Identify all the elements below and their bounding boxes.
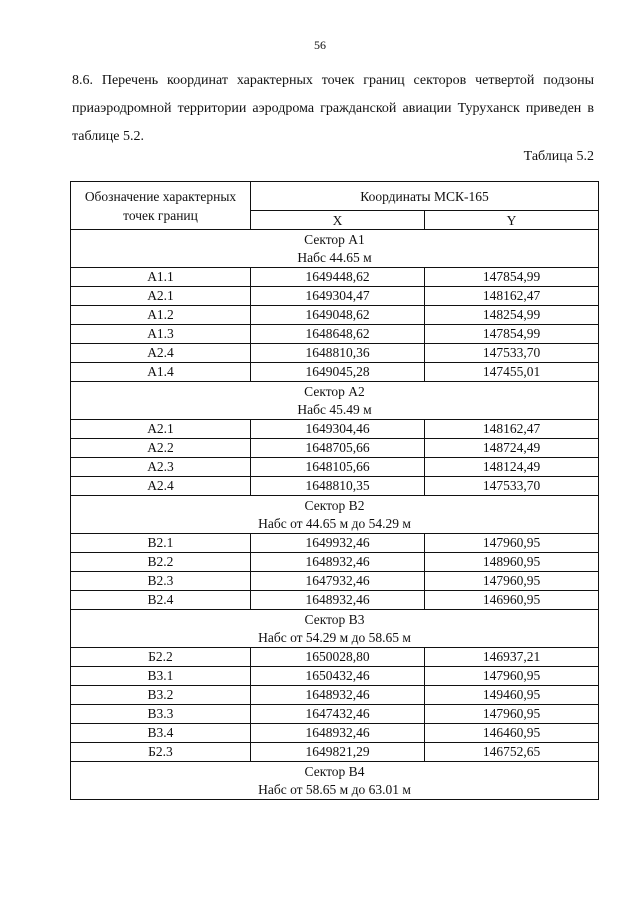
coord-x: 1648648,62 (251, 325, 425, 344)
table-header-row (71, 182, 599, 211)
table-caption: Таблица 5.2 (523, 149, 594, 164)
sector-height: Набс 45.49 м (297, 401, 372, 417)
point-id: В2.1 (71, 534, 251, 553)
coord-y: 148724,49 (425, 439, 599, 458)
table-row (71, 268, 599, 287)
coord-y: 147533,70 (425, 477, 599, 496)
coord-x: 1648932,46 (251, 553, 425, 572)
coord-x: 1648932,46 (251, 686, 425, 705)
point-id: В3.1 (71, 667, 251, 686)
coord-x: 1649448,62 (251, 268, 425, 287)
table-row (71, 648, 599, 667)
coord-x: 1648705,66 (251, 439, 425, 458)
sector-heading (71, 382, 599, 420)
coord-x: 1650028,80 (251, 648, 425, 667)
point-id: А1.3 (71, 325, 251, 344)
header-coordinates: Координаты МСК-165 (251, 182, 599, 211)
table-row (71, 420, 599, 439)
sector-row (71, 610, 599, 648)
sector-name: Сектор В2 (304, 497, 365, 513)
table-row (71, 667, 599, 686)
coord-y: 148162,47 (425, 420, 599, 439)
sector-heading (71, 762, 599, 800)
coord-x: 1649304,46 (251, 420, 425, 439)
coord-y: 148162,47 (425, 287, 599, 306)
point-id: А1.2 (71, 306, 251, 325)
header-x: X (251, 211, 425, 230)
table-row (71, 363, 599, 382)
coord-x: 1649045,28 (251, 363, 425, 382)
coord-y: 147960,95 (425, 572, 599, 591)
point-id: В3.2 (71, 686, 251, 705)
header-designation: Обозначение характерных точек границ (71, 182, 251, 230)
coord-y: 148124,49 (425, 458, 599, 477)
coord-x: 1649821,29 (251, 743, 425, 762)
point-id: Б2.2 (71, 648, 251, 667)
coord-y: 146960,95 (425, 591, 599, 610)
coord-x: 1648810,35 (251, 477, 425, 496)
sector-name: Сектор А1 (304, 231, 365, 247)
coord-y: 146937,21 (425, 648, 599, 667)
coord-y: 147854,99 (425, 325, 599, 344)
sector-heading (71, 496, 599, 534)
table-row (71, 439, 599, 458)
point-id: Б2.3 (71, 743, 251, 762)
coord-y: 147854,99 (425, 268, 599, 287)
table-row (71, 553, 599, 572)
coord-x: 1649048,62 (251, 306, 425, 325)
coord-y: 147960,95 (425, 534, 599, 553)
table-row (71, 534, 599, 553)
coord-y: 146460,95 (425, 724, 599, 743)
point-id: А1.4 (71, 363, 251, 382)
table-row (71, 591, 599, 610)
table-row (71, 306, 599, 325)
header-y: Y (425, 211, 599, 230)
sector-row (71, 230, 599, 268)
point-id: В3.4 (71, 724, 251, 743)
table-row (71, 458, 599, 477)
table-row (71, 724, 599, 743)
coord-y: 146752,65 (425, 743, 599, 762)
coord-y: 148254,99 (425, 306, 599, 325)
coord-x: 1649304,47 (251, 287, 425, 306)
point-id: В2.2 (71, 553, 251, 572)
sector-row (71, 382, 599, 420)
sector-height: Набс от 44.65 м до 54.29 м (258, 515, 411, 531)
point-id: В2.3 (71, 572, 251, 591)
table-row (71, 477, 599, 496)
point-id: А1.1 (71, 268, 251, 287)
sector-heading (71, 230, 599, 268)
sector-height: Набс от 54.29 м до 58.65 м (258, 629, 411, 645)
point-id: А2.2 (71, 439, 251, 458)
point-id: В2.4 (71, 591, 251, 610)
coord-x: 1648105,66 (251, 458, 425, 477)
point-id: А2.3 (71, 458, 251, 477)
coord-x: 1648932,46 (251, 724, 425, 743)
intro-paragraph: 8.6. Перечень координат характерных точек границ секторов четвертой подзоны приаэродромной территории аэродрома гражданской авиации Туруханск приведен в таблице 5.2. (72, 73, 594, 144)
coord-y: 149460,95 (425, 686, 599, 705)
sector-heading (71, 610, 599, 648)
point-id: А2.1 (71, 287, 251, 306)
table-row (71, 325, 599, 344)
coordinates-table (70, 181, 599, 800)
table-row (71, 344, 599, 363)
sector-name: Сектор А2 (304, 383, 365, 399)
point-id: А2.4 (71, 477, 251, 496)
coord-x: 1648810,36 (251, 344, 425, 363)
coord-y: 148960,95 (425, 553, 599, 572)
coord-y: 147455,01 (425, 363, 599, 382)
coord-x: 1647932,46 (251, 572, 425, 591)
coord-x: 1649932,46 (251, 534, 425, 553)
sector-name: Сектор В4 (304, 763, 365, 779)
coord-x: 1647432,46 (251, 705, 425, 724)
coord-x: 1650432,46 (251, 667, 425, 686)
point-id: А2.1 (71, 420, 251, 439)
table-row (71, 705, 599, 724)
sector-row (71, 762, 599, 800)
coord-y: 147960,95 (425, 705, 599, 724)
table-row (71, 686, 599, 705)
table-row (71, 572, 599, 591)
sector-height: Набс 44.65 м (297, 249, 372, 265)
point-id: А2.4 (71, 344, 251, 363)
page-number: 56 (314, 38, 326, 52)
sector-height: Набс от 58.65 м до 63.01 м (258, 781, 411, 797)
sector-name: Сектор В3 (304, 611, 365, 627)
table-row (71, 743, 599, 762)
coord-x: 1648932,46 (251, 591, 425, 610)
sector-row (71, 496, 599, 534)
coord-y: 147960,95 (425, 667, 599, 686)
table-row (71, 287, 599, 306)
point-id: В3.3 (71, 705, 251, 724)
coord-y: 147533,70 (425, 344, 599, 363)
